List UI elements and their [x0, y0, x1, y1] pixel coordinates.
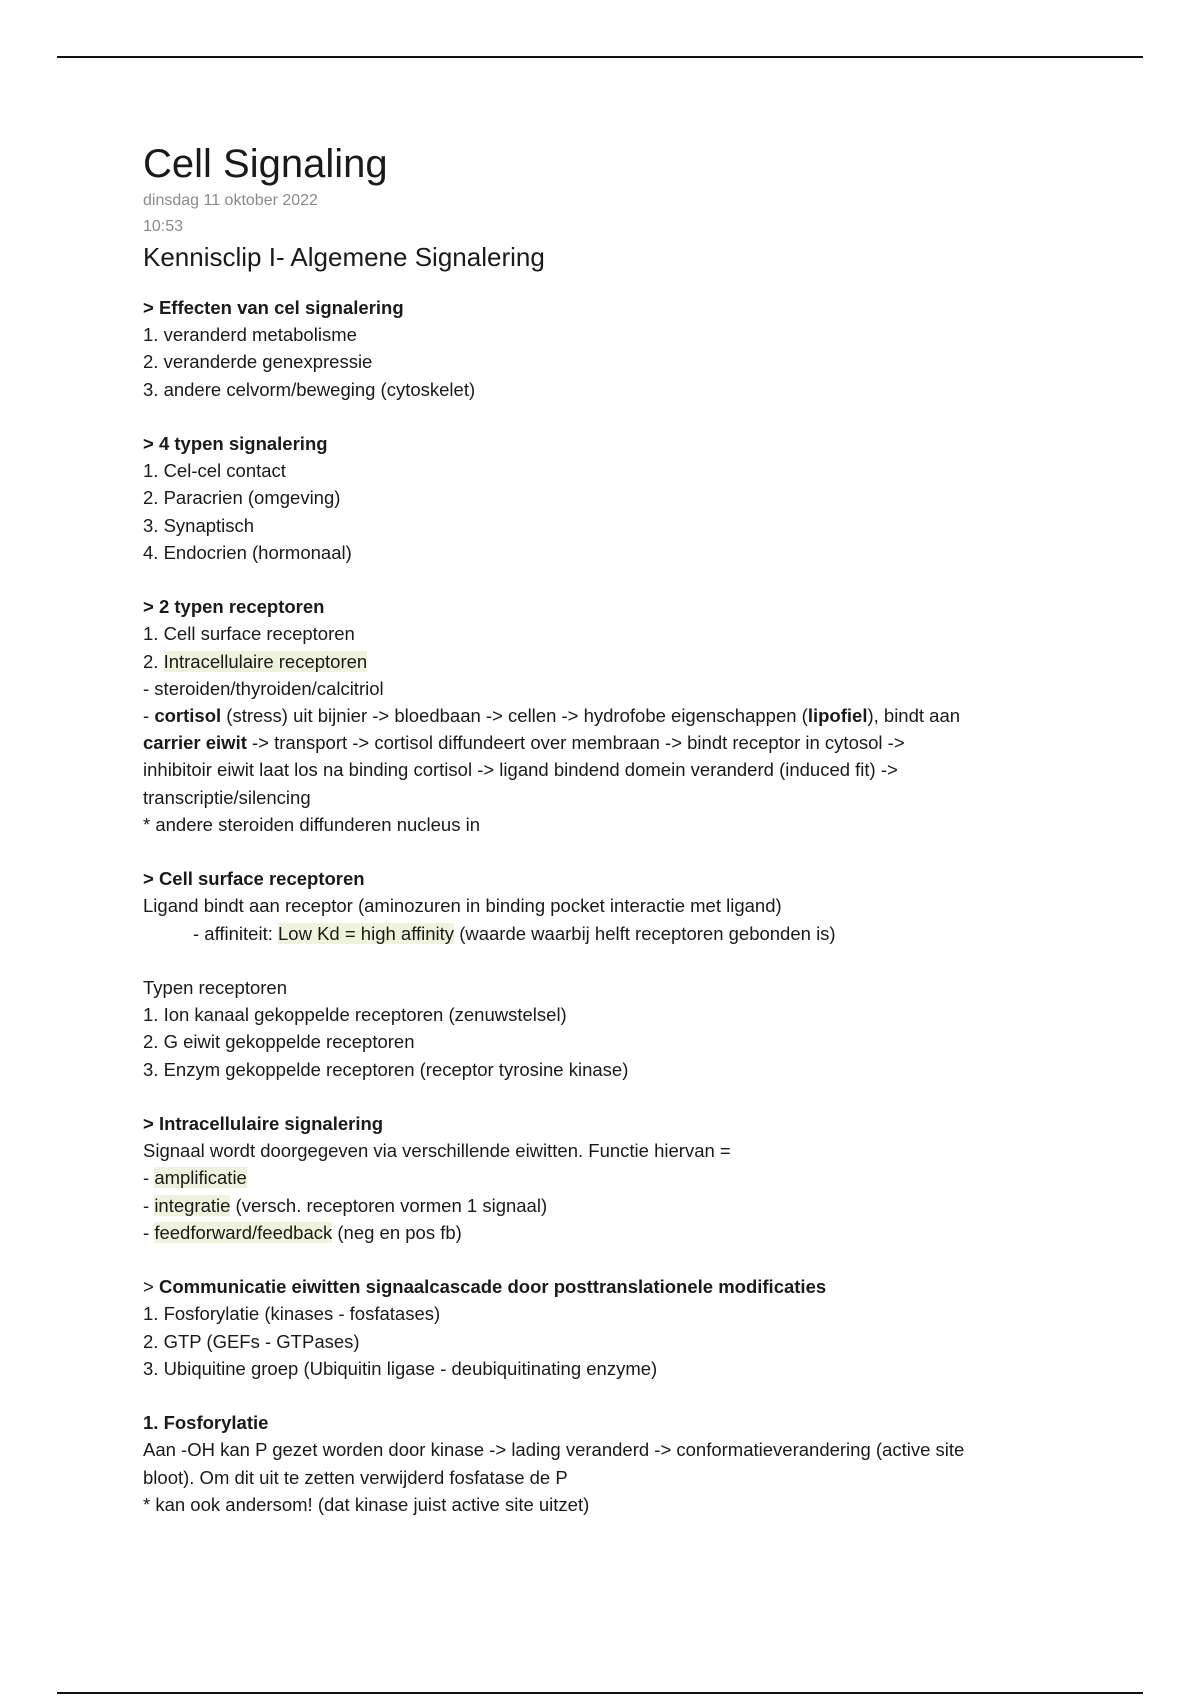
- heading-intracellulair: > Intracellulaire signalering: [143, 1113, 384, 1135]
- bold-text: Communicatie eiwitten signaalcascade door posttranslationele modificaties: [158, 1276, 827, 1298]
- text-span: -: [143, 705, 155, 727]
- text-span: -: [143, 1221, 155, 1243]
- list-item: 2. Paracrien (omgeving): [143, 487, 341, 509]
- heading-receptoren: > 2 typen receptoren: [143, 596, 325, 618]
- cortisol-line: inhibitoir eiwit laat los na binding cortisol -> ligand bindend domein veranderd (induced fit) ->: [143, 759, 898, 781]
- list-item: [143, 1192, 1073, 1219]
- bold-text: cortisol: [154, 705, 222, 727]
- page-title: Cell Signaling: [143, 142, 388, 186]
- list-item: 4. Endocrien (hormonaal): [143, 541, 352, 563]
- note-line: * andere steroiden diffunderen nucleus in: [143, 813, 481, 835]
- list-item: 2. GTP (GEFs - GTPases): [143, 1330, 360, 1352]
- page-date: dinsdag 11 oktober 2022: [143, 192, 318, 209]
- section-title: Kennisclip I- Algemene Signalering: [143, 242, 545, 272]
- list-item: - steroiden/thyroiden/calcitriol: [143, 677, 384, 699]
- list-item: 1. Cell surface receptoren: [143, 623, 355, 645]
- spacer: [143, 947, 1073, 974]
- text-line: Signaal wordt doorgegeven via verschillende eiwitten. Functie hiervan =: [143, 1140, 731, 1162]
- list-item: 3. Synaptisch: [143, 514, 255, 536]
- spacer: [143, 1382, 1073, 1409]
- list-item: 1. Ion kanaal gekoppelde receptoren (zenuwstelsel): [143, 1004, 567, 1026]
- heading-communicatie: [143, 1273, 1073, 1300]
- list-item: 3. andere celvorm/beweging (cytoskelet): [143, 378, 476, 400]
- cortisol-line: transcriptie/silencing: [143, 786, 311, 808]
- top-rule: [57, 56, 1143, 58]
- text-span: -: [143, 1167, 155, 1189]
- highlighted-text: amplificatie: [154, 1167, 247, 1189]
- list-item: [143, 1164, 1073, 1191]
- spacer: [143, 1083, 1073, 1110]
- text-line: Aan -OH kan P gezet worden door kinase -> lading veranderd -> conformatieverandering (active site: [143, 1439, 965, 1461]
- list-item: [143, 648, 1073, 675]
- heading-effecten: > Effecten van cel signalering: [143, 297, 404, 318]
- text-line: Ligand bindt aan receptor (aminozuren in binding pocket interactie met ligand): [143, 895, 782, 917]
- bottom-rule: [57, 1692, 1143, 1694]
- text-span: (stress) uit bijnier -> bloedbaan -> cellen -> hydrofobe eigenschappen (: [221, 705, 808, 727]
- highlighted-text: Intracellulaire receptoren: [163, 650, 368, 672]
- list-item: 1. Fosforylatie (kinases - fosfatases): [143, 1303, 441, 1325]
- spacer: [143, 566, 1073, 593]
- highlighted-text: integratie: [154, 1194, 231, 1216]
- list-item-number: 2.: [143, 650, 164, 672]
- highlighted-text: Low Kd = high affinity: [278, 922, 455, 944]
- text-span: (versch. receptoren vormen 1 signaal): [230, 1194, 548, 1216]
- note-line: * kan ook andersom! (dat kinase juist active site uitzet): [143, 1493, 590, 1515]
- highlighted-text: feedforward/feedback: [154, 1221, 333, 1243]
- page-time: 10:53: [143, 218, 184, 235]
- text-span: >: [143, 1276, 159, 1298]
- list-item: 3. Enzym gekoppelde receptoren (receptor tyrosine kinase): [143, 1058, 629, 1080]
- text-line: bloot). Om dit uit te zetten verwijderd fosfatase de P: [143, 1466, 568, 1488]
- spacer: [143, 1246, 1073, 1273]
- list-item: 3. Ubiquitine groep (Ubiquitin ligase - deubiquitinating enzyme): [143, 1357, 658, 1379]
- text-span: -> transport -> cortisol diffundeert over membraan -> bindt receptor in cytosol ->: [246, 732, 905, 754]
- spacer: [143, 838, 1073, 865]
- subheading-typen-receptoren: Typen receptoren: [143, 977, 287, 999]
- heading-typen-signalering: > 4 typen signalering: [143, 433, 328, 454]
- bold-text: lipofiel: [807, 705, 868, 727]
- text-span: (waarde waarbij helft receptoren gebonden is): [454, 922, 836, 944]
- list-item: 1. Cel-cel contact: [143, 460, 286, 482]
- text-span: (neg en pos fb): [332, 1221, 462, 1243]
- heading-cell-surface: > Cell surface receptoren: [143, 868, 365, 890]
- text-span: - affiniteit:: [193, 922, 279, 944]
- spacer: [143, 403, 1073, 430]
- text-span: -: [143, 1194, 155, 1216]
- list-item: 2. veranderde genexpressie: [143, 351, 373, 373]
- heading-fosforylatie: 1. Fosforylatie: [143, 1412, 269, 1434]
- list-item: [143, 1219, 1073, 1246]
- text-span: ), bindt aan: [867, 705, 961, 727]
- affinity-line: [143, 920, 1073, 947]
- bold-text: carrier eiwit: [143, 732, 247, 754]
- note-page: [143, 140, 1073, 1518]
- cortisol-line: [143, 729, 1073, 756]
- list-item: 1. veranderd metabolisme: [143, 324, 357, 346]
- cortisol-line: [143, 702, 1073, 729]
- list-item: 2. G eiwit gekoppelde receptoren: [143, 1031, 415, 1053]
